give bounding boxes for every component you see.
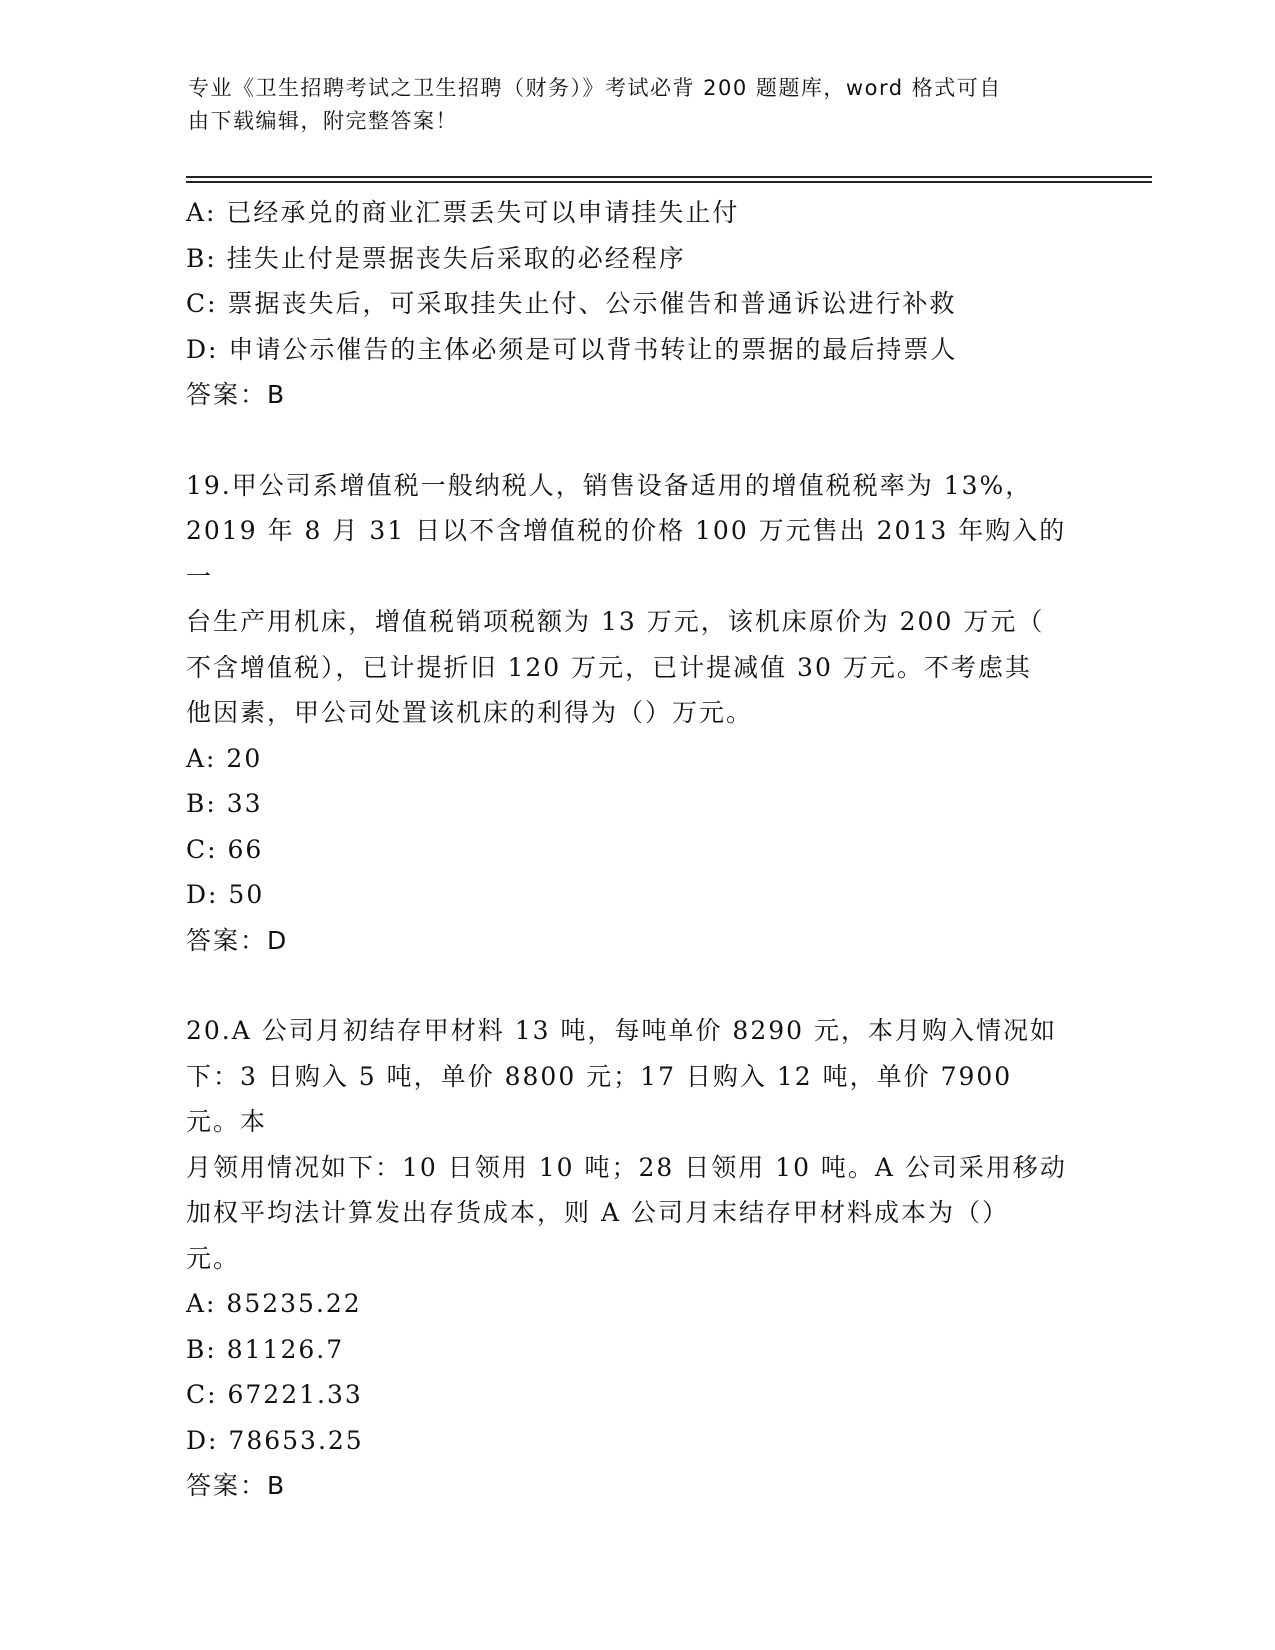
header-divider-top: [186, 176, 1152, 178]
q20-stem-line: 加权平均法计算发出存货成本，则 A 公司月末结存甲材料成本为（）: [186, 1198, 1009, 1227]
q20-answer: 答案：B: [186, 1471, 287, 1500]
question-spacer: [186, 963, 1086, 1008]
q19-stem-line: 2019 年 8 月 31 日以不含增值税的价格 100 万元售出 2013 年购入的一: [186, 516, 1067, 591]
q18-option-c: C: 票据丧失后，可采取挂失止付、公示催告和普通诉讼进行补救: [186, 289, 957, 318]
q20-stem: [186, 1008, 1076, 1281]
q19-option-b: B: 33: [186, 789, 263, 818]
q19-option-d: D: 50: [186, 880, 265, 909]
q18-option-a: A: 已经承兑的商业汇票丢失可以申请挂失止付: [186, 198, 740, 227]
q20-option-c: C: 67221.33: [186, 1380, 363, 1409]
q19-stem-line: 台生产用机床，增值税销项税额为 13 万元，该机床原价为 200 万元（: [186, 607, 1045, 636]
q20-stem-line: 月领用情况如下：10 日领用 10 吨；28 日领用 10 吨。A 公司采用移动: [186, 1152, 1067, 1182]
q20-stem-line: 下：3 日购入 5 吨，单价 8800 元；17 日购入 12 吨，单价 7900 元。本: [186, 1061, 1013, 1136]
question-spacer: [186, 418, 1086, 463]
header-line-2: 由下载编辑，附完整答案！: [188, 109, 458, 133]
question-19: [186, 463, 1086, 964]
question-20: [186, 1008, 1086, 1509]
q19-option-a: A: 20: [186, 743, 263, 773]
question-18: [186, 190, 1086, 418]
q20-option-b: B: 81126.7: [186, 1334, 345, 1364]
question-list: [186, 190, 1086, 1509]
q20-option-a: A: 85235.22: [186, 1289, 362, 1318]
q20-option-d: D: 78653.25: [186, 1425, 364, 1455]
q19-option-c: C: 66: [186, 834, 264, 864]
document-header: [188, 72, 1068, 138]
q18-option-d: D: 申请公示催告的主体必须是可以背书转让的票据的最后持票人: [186, 334, 958, 364]
q19-stem-line: 他因素，甲公司处置该机床的利得为（）万元。: [186, 698, 754, 727]
q18-answer: 答案：B: [186, 380, 287, 409]
header-line-1: 专业《卫生招聘考试之卫生招聘（财务）》考试必背 200 题题库，word 格式可自: [188, 76, 1002, 100]
q20-stem-line: 20.A 公司月初结存甲材料 13 吨，每吨单价 8290 元，本月购入情况如: [186, 1016, 1057, 1045]
q20-stem-line: 元。: [186, 1243, 241, 1273]
q18-option-b: B: 挂失止付是票据丧失后采取的必经程序: [186, 243, 686, 273]
q19-answer: 答案：D: [186, 925, 289, 955]
header-divider-bottom: [186, 181, 1152, 183]
q19-stem-line: 不含增值税），已计提折旧 120 万元，已计提减值 30 万元。不考虑其: [186, 652, 1032, 682]
q19-stem: [186, 463, 1076, 736]
q19-stem-line: 19.甲公司系增值税一般纳税人，销售设备适用的增值税税率为 13%，: [186, 470, 1033, 500]
